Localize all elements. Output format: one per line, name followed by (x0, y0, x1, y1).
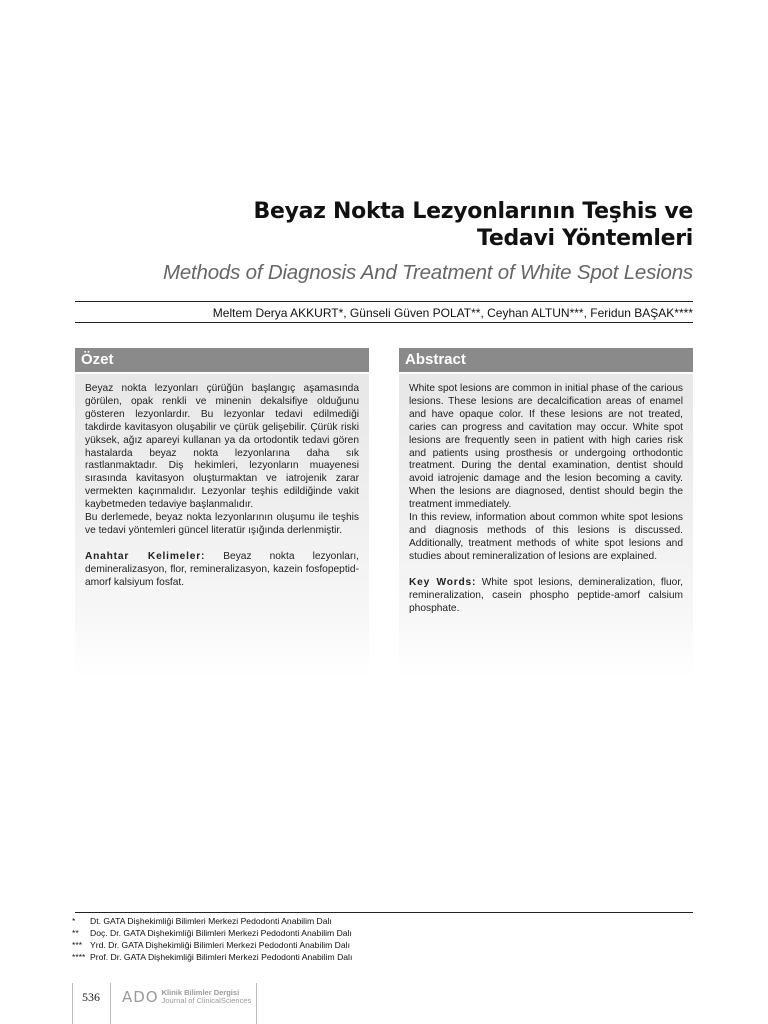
journal-name (162, 989, 252, 1006)
footer-divider-right (256, 983, 257, 1024)
footnote-mark: **** (72, 952, 86, 962)
footnote-mark: *** (72, 940, 83, 950)
footer-divider-mid (110, 983, 111, 1024)
ozet-body (75, 374, 369, 590)
ozet-panel (75, 348, 369, 678)
ozet-keywords (85, 551, 359, 590)
divider-top (75, 301, 693, 302)
footnote-text: Prof. Dr. GATA Dişhekimliği Bilimleri Merkezi Pedodonti Anabilim Dalı (90, 952, 353, 962)
ozet-keywords-text: Beyaz nokta lezyonları, demineralizasyon, flor, remineralizasyon, kazein fosfopeptid-amorf kalsiyum fosfat. (85, 550, 359, 588)
journal-logo (122, 988, 251, 1006)
ozet-paragraph-1: Beyaz nokta lezyonları çürüğün başlangıç aşamasında görülen, opak renkli ve minenin dekalsifiye olduğunu gösteren lezyonlardır. Bu lezyonlar tedavi edilmediği takdirde kavitasyon oluşabilir ve çürük gelişebilir. Çürük riski yüksek, ağız apareyi kullanan ya da ortodontik tedavi gören hastalarda beyaz nokta lezyonlarına daha sık rastlanmaktadır. Diş hekimleri, lezyonların muayenesi sırasında kavitasyon oluşturmaktan ve iatrojenik zarar vermekten kaçınmalıdır. Lezyonlar teşhis edildiğinde vakit kaybetmeden tedaviye başlanmalıdır. (85, 383, 359, 511)
journal-name-en: Journal of ClinicalSciences (161, 996, 252, 1005)
title-turkish-line1: Beyaz Nokta Lezyonlarının Teşhis ve (253, 199, 693, 224)
footnote-text: Doç. Dr. GATA Dişhekimliği Bilimleri Merkezi Pedodonti Anabilim Dalı (90, 928, 352, 938)
abstract-keywords (409, 577, 683, 616)
footer-divider-left (72, 983, 73, 1024)
logo-mark: ADO (122, 988, 159, 1006)
title-english: Methods of Diagnosis And Treatment of White Spot Lesions (162, 261, 693, 284)
footnote (72, 951, 352, 963)
abstract-paragraph-1: White spot lesions are common in initial phase of the carious lesions. These lesions are decalcification areas of enamel and have opaque color. If these lesions are not treated, caries can progress and cavitation may occur. White spot lesions are frequently seen in patient with high caries risk and patients using prosthesis or undergoing orthodontic treatment. During the dental examination, dentist should avoid iatrojenic damage and the lesion becoming a cavity. When the lesions are diagnosed, dentist should begin the treatment immediately. (409, 383, 683, 511)
title-block (53, 198, 693, 286)
abstract-paragraph-2: In this review, information about common white spot lesions and diagnosis methods of this lesions is discussed. Additionally, treatment methods of white spot lesions and studies about remineralization of lesions are explained. (409, 512, 683, 562)
divider-bottom (75, 322, 693, 323)
footnote (72, 915, 352, 927)
abstract-keywords-label: Key Words: (409, 576, 477, 588)
ozet-keywords-label: Anahtar Kelimeler: (85, 550, 206, 562)
journal-name-tr: Klinik Bilimler Dergisi (161, 987, 240, 997)
abstract-keywords-text: White spot lesions, demineralization, fluor, remineralization, casein phospho peptide-amorf calsium phosphate. (409, 576, 683, 614)
footnote (72, 927, 352, 939)
ozet-heading: Özet (75, 348, 369, 374)
abstract-heading: Abstract (399, 348, 693, 374)
footnote-text: Dt. GATA Dişhekimliği Bilimleri Merkezi Pedodonti Anabilim Dalı (90, 916, 332, 926)
footnote (72, 939, 352, 951)
abstract-panel (399, 348, 693, 678)
title-turkish-line2: Tedavi Yöntemleri (477, 226, 693, 251)
abstract-body (399, 374, 693, 615)
footnotes (72, 915, 352, 963)
footnote-divider (75, 912, 693, 913)
footnote-text: Yrd. Dr. GATA Dişhekimliği Bilimleri Merkezi Pedodonti Anabilim Dalı (90, 940, 350, 950)
page-number: 536 (82, 990, 100, 1004)
footnote-mark: * (72, 916, 76, 926)
footnote-mark: ** (72, 928, 79, 938)
ozet-paragraph-2: Bu derlemede, beyaz nokta lezyonlarının oluşumu ile teşhis ve tedavi yöntemleri güncel literatür ışığında derlenmiştir. (85, 512, 359, 536)
authors: Meltem Derya AKKURT*, Günseli Güven POLAT**, Ceyhan ALTUN***, Feridun BAŞAK**** (212, 306, 693, 320)
